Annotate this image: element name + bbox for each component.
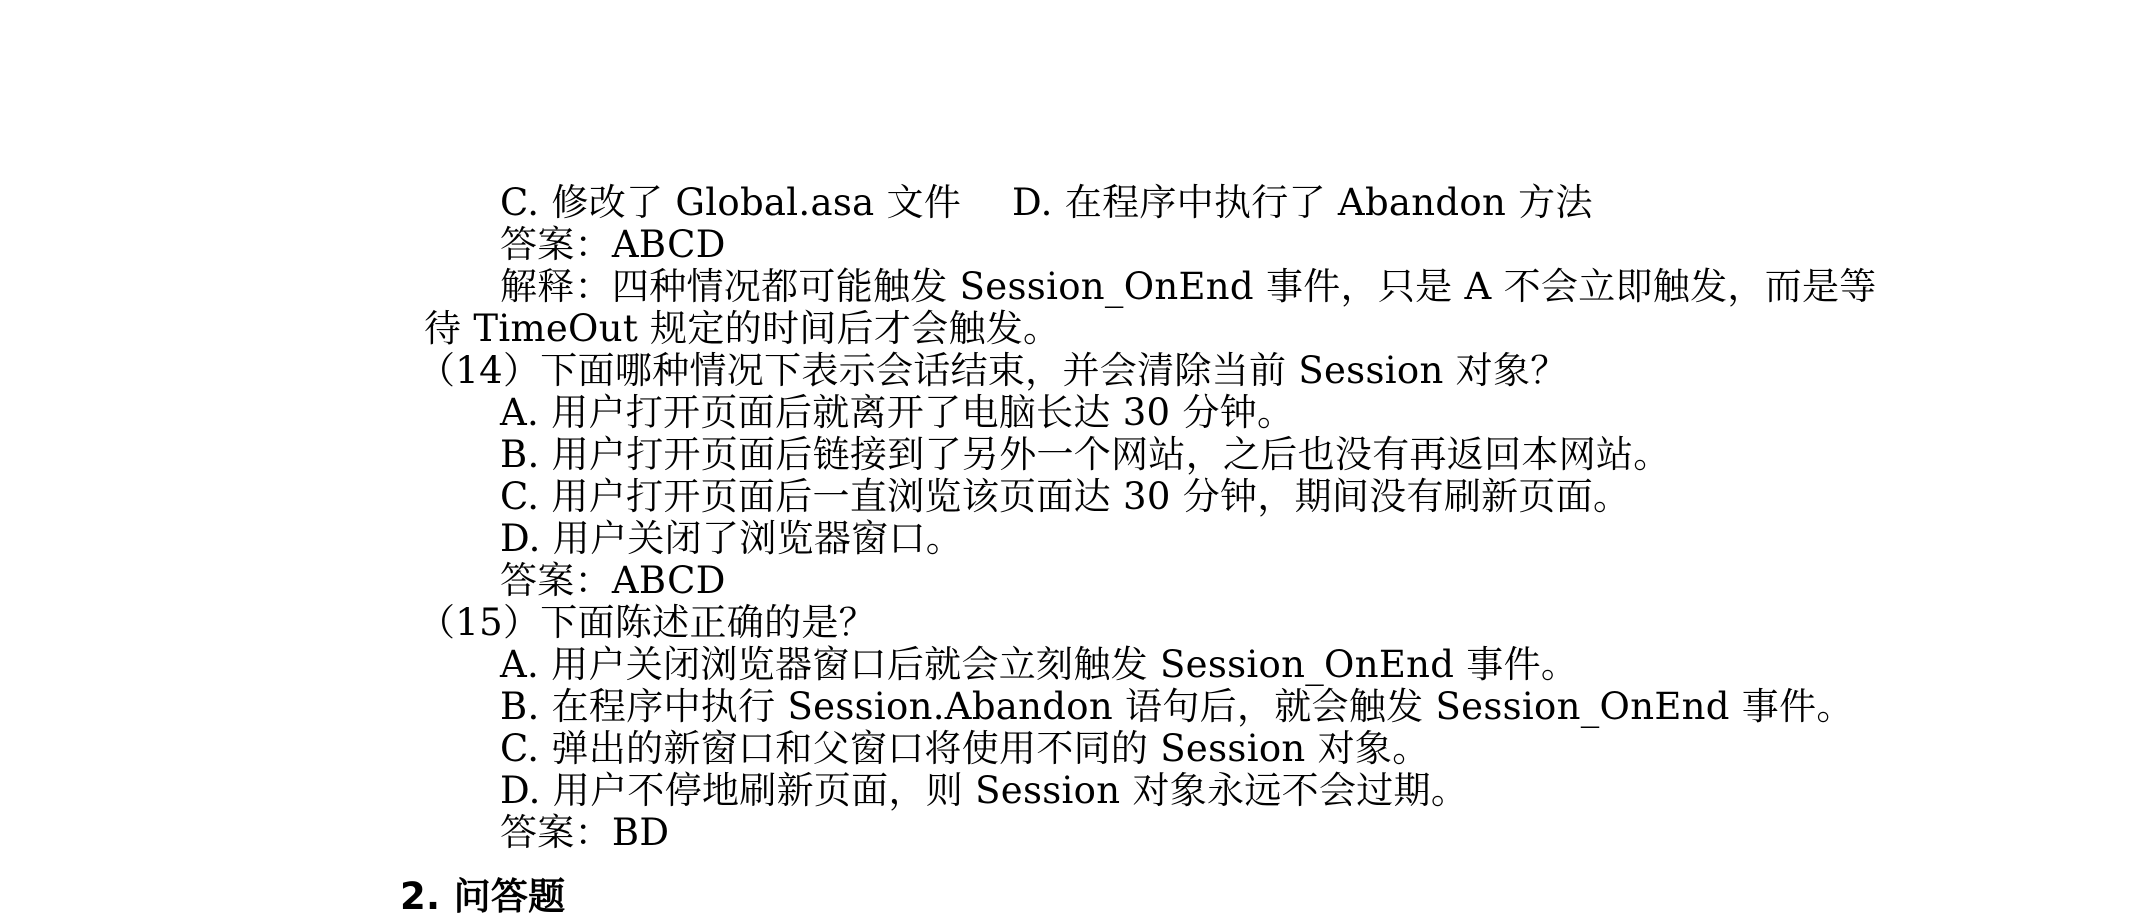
q14-option-b: B. 用户打开页面后链接到了另外一个网站，之后也没有再返回本网站。 xyxy=(500,433,1671,476)
q14-question: （14）下面哪种情况下表示会话结束，并会清除当前 Session 对象？ xyxy=(418,349,1568,392)
q15-answer: 答案：BD xyxy=(500,811,670,854)
q14-option-a: A. 用户打开页面后就离开了电脑长达 30 分钟。 xyxy=(500,391,1295,434)
q14-answer: 答案：ABCD xyxy=(500,559,726,602)
q15-option-d: D. 用户不停地刷新页面，则 Session 对象永远不会过期。 xyxy=(500,769,1469,812)
section-heading: 2. 问答题 xyxy=(400,875,566,918)
q13-explanation-line-1: 解释：四种情况都可能触发 Session_OnEnd 事件，只是 A 不会立即触发，而是等 xyxy=(500,265,1877,308)
q15-option-c: C. 弹出的新窗口和父窗口将使用不同的 Session 对象。 xyxy=(500,727,1430,770)
q15-question: （15）下面陈述正确的是？ xyxy=(418,601,876,644)
q15-option-a: A. 用户关闭浏览器窗口后就会立刻触发 Session_OnEnd 事件。 xyxy=(500,643,1579,686)
q13-answer: 答案：ABCD xyxy=(500,223,726,266)
q13-option-c: C. 修改了 Global.asa 文件 xyxy=(500,181,962,224)
q14-option-c: C. 用户打开页面后一直浏览该页面达 30 分钟，期间没有刷新页面。 xyxy=(500,475,1631,518)
q13-option-d: D. 在程序中执行了 Abandon 方法 xyxy=(1012,181,1593,224)
q14-option-d: D. 用户关闭了浏览器窗口。 xyxy=(500,517,964,560)
q15-option-b: B. 在程序中执行 Session.Abandon 语句后，就会触发 Session_OnEnd 事件。 xyxy=(500,685,1854,728)
q13-explanation-line-2: 待 TimeOut 规定的时间后才会触发。 xyxy=(424,307,1061,350)
